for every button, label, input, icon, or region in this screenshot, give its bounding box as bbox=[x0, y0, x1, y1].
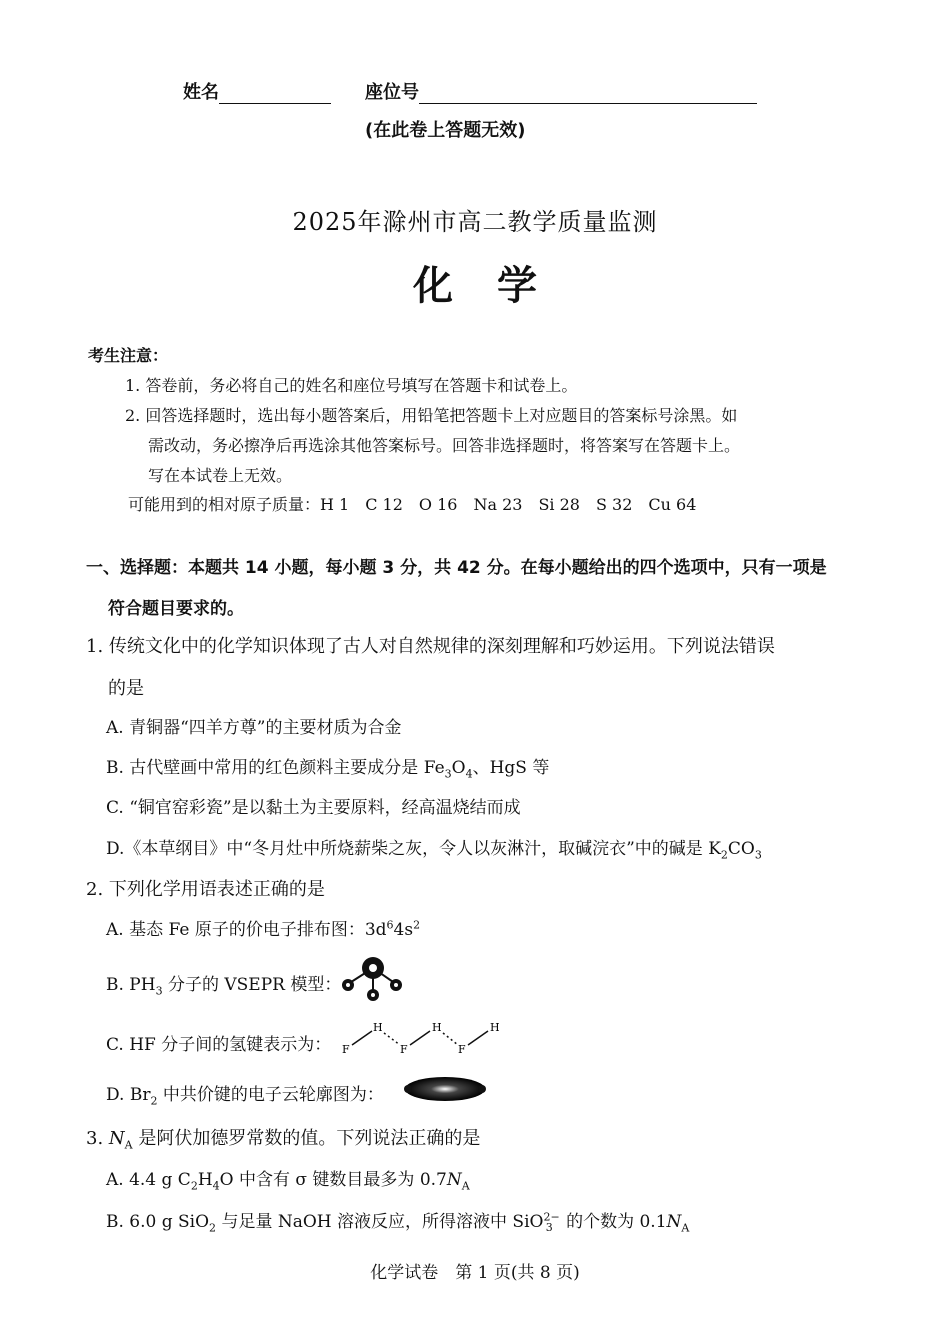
name-label: 姓名 bbox=[183, 82, 219, 103]
notice-item-2-line-3: 写在本试卷上无效。 bbox=[148, 466, 293, 485]
q1-option-b: B. 古代壁画中常用的红色颜料主要成分是 $Fe_3O_4$、HgS 等 bbox=[106, 758, 550, 781]
name-field[interactable] bbox=[219, 83, 331, 104]
q2-option-d: D. $Br_2$ 中共价键的电子云轮廓图为： bbox=[106, 1085, 384, 1108]
exam-title: 2025年滁州市高二教学质量监测 bbox=[292, 208, 658, 236]
notice-item-2-line-2: 需改动，务必擦净后再选涂其他答案标号。回答非选择题时，将答案写在答题卡上。 bbox=[148, 436, 741, 455]
svg-text:F: F bbox=[458, 1043, 466, 1056]
q3-option-a: A. 4.4 g $C_2H_4O$ 中含有 σ 键数目最多为 $0.7N_A$ bbox=[106, 1170, 470, 1193]
seat-label: 座位号 bbox=[365, 82, 419, 103]
seat-label-row bbox=[365, 78, 757, 104]
q2-option-a: A. 基态 Fe 原子的价电子排布图：$3d^64s^2$ bbox=[106, 918, 421, 940]
section-1-heading-line-1: 一、选择题：本题共 14 小题，每小题 3 分，共 42 分。在每小题给出的四个选项中，只有一项是 bbox=[86, 558, 827, 578]
q3-stem: 3. $N_A$ 是阿伏加德罗常数的值。下列说法正确的是 bbox=[86, 1128, 481, 1152]
atomic-masses: 可能用到的相对原子质量：H 1 C 12 O 16 Na 23 Si 28 S 32 Cu 64 bbox=[128, 495, 697, 514]
q1-option-d: D.《本草纲目》中“冬月灶中所烧薪柴之灰，令人以灰淋汁，取碱浣衣”中的碱是 $K_2CO_3$ bbox=[106, 839, 762, 862]
svg-text:H: H bbox=[432, 1021, 442, 1034]
page-footer: 化学试卷 第 1 页(共 8 页) bbox=[370, 1263, 580, 1283]
q1-option-a: A. 青铜器“四羊方尊”的主要材质为合金 bbox=[106, 718, 402, 738]
subject-title: 化学 bbox=[413, 262, 581, 309]
svg-text:F: F bbox=[400, 1043, 408, 1056]
q2-stem: 2. 下列化学用语表述正确的是 bbox=[86, 879, 325, 900]
electron-cloud-icon bbox=[400, 1074, 490, 1104]
notice-item-2-line-1: 2. 回答选择题时，选出每小题答案后，用铅笔把答题卡上对应题目的答案标号涂黑。如 bbox=[125, 406, 738, 425]
svg-text:H: H bbox=[490, 1021, 500, 1034]
seat-field[interactable] bbox=[419, 83, 757, 104]
svg-text:H: H bbox=[373, 1021, 383, 1034]
q2-option-c: C. HF 分子间的氢键表示为： bbox=[106, 1035, 332, 1055]
notice-title: 考生注意： bbox=[88, 346, 169, 365]
q2-option-b: B. $PH_3$ 分子的 VSEPR 模型： bbox=[106, 975, 342, 998]
vsepr-model-icon bbox=[338, 954, 408, 1002]
q1-option-c: C. “铜官窑彩瓷”是以黏土为主要原料，经高温烧结而成 bbox=[106, 798, 521, 818]
notice-item-1: 1. 答卷前，务必将自己的姓名和座位号填写在答题卡和试卷上。 bbox=[125, 376, 578, 395]
q3-option-b: B. 6.0 g SiO$_2$ 与足量 NaOH 溶液反应，所得溶液中 SiO$^{2-}_3$ 的个数为 $0.1N_A$ bbox=[106, 1210, 690, 1235]
svg-text:F: F bbox=[342, 1043, 350, 1056]
hf-hydrogen-bond-icon bbox=[338, 1015, 508, 1057]
q1-stem-line-1: 1. 传统文化中的化学知识体现了古人对自然规律的深刻理解和巧妙运用。下列说法错误 bbox=[86, 636, 775, 657]
name-label-row bbox=[183, 78, 331, 104]
q1-stem-line-2: 的是 bbox=[108, 678, 144, 699]
section-1-heading-line-2: 符合题目要求的。 bbox=[108, 599, 244, 619]
invalid-note: (在此卷上答题无效) bbox=[365, 120, 526, 141]
